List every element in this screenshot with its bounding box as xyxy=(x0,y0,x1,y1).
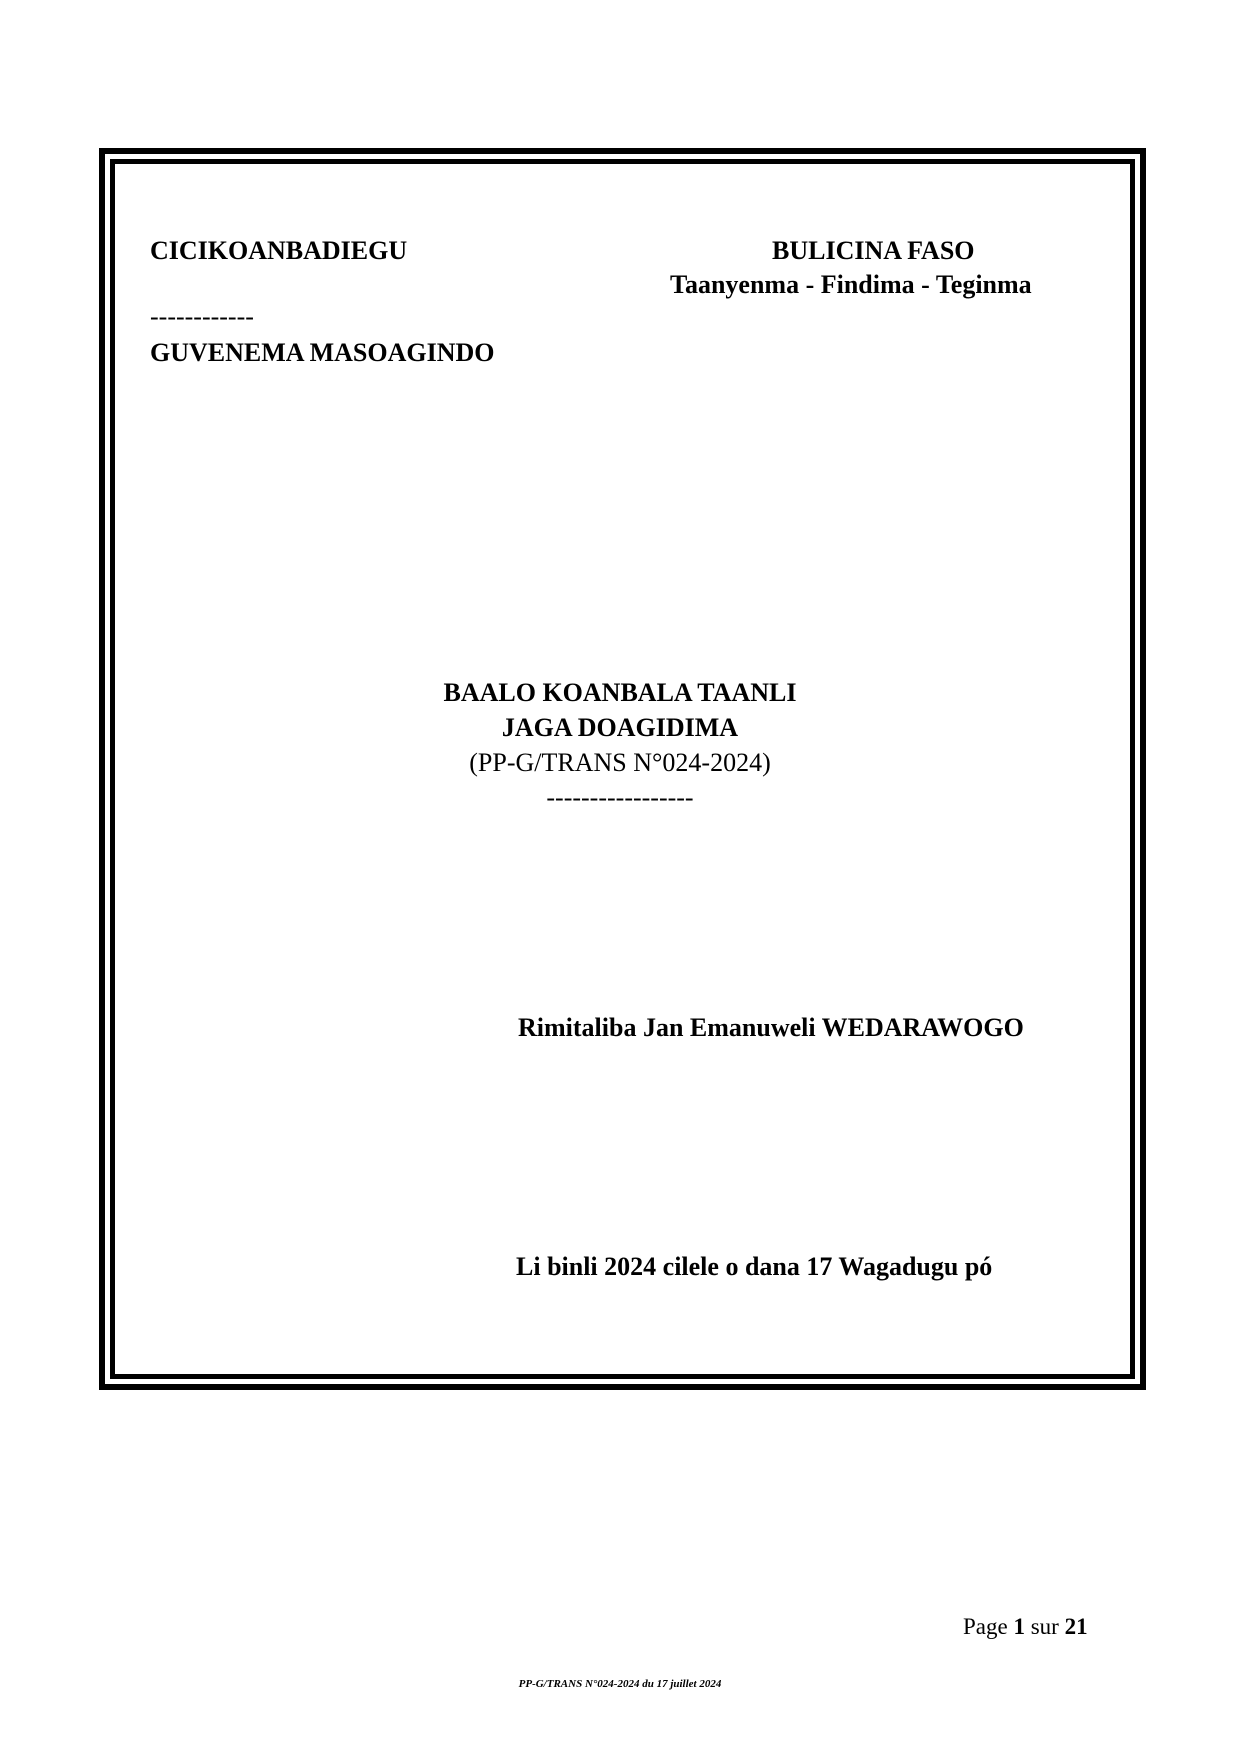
document-reference: (PP-G/TRANS N°024-2024) xyxy=(469,748,771,777)
document-title-line-2: JAGA DOAGIDIMA xyxy=(501,713,739,742)
organization-name: CICIKOANBADIEGU xyxy=(150,236,408,265)
title-separator: ----------------- xyxy=(546,783,694,812)
date-place-line: Li binli 2024 cilele o dana 17 Wagadugu pó xyxy=(516,1252,993,1281)
page-of: sur xyxy=(1030,1614,1059,1639)
page-word: Page xyxy=(963,1614,1008,1639)
national-motto: Taanyenma - Findima - Teginma xyxy=(670,270,1032,299)
page-current: 1 xyxy=(1013,1614,1025,1639)
ministry-name: GUVENEMA MASOAGINDO xyxy=(150,338,495,367)
page-total: 21 xyxy=(1064,1614,1088,1639)
footer-reference: PP-G/TRANS N°024-2024 du 17 juillet 2024 xyxy=(518,1678,722,1690)
signatory-name: Rimitaliba Jan Emanuweli WEDARAWOGO xyxy=(518,1013,1024,1042)
page-number xyxy=(963,1615,1088,1638)
document-title-block xyxy=(320,675,920,815)
country-name: BULICINA FASO xyxy=(772,236,975,265)
header-separator: ------------ xyxy=(150,302,254,331)
document-title-line-1: BAALO KOANBALA TAANLI xyxy=(443,678,797,707)
